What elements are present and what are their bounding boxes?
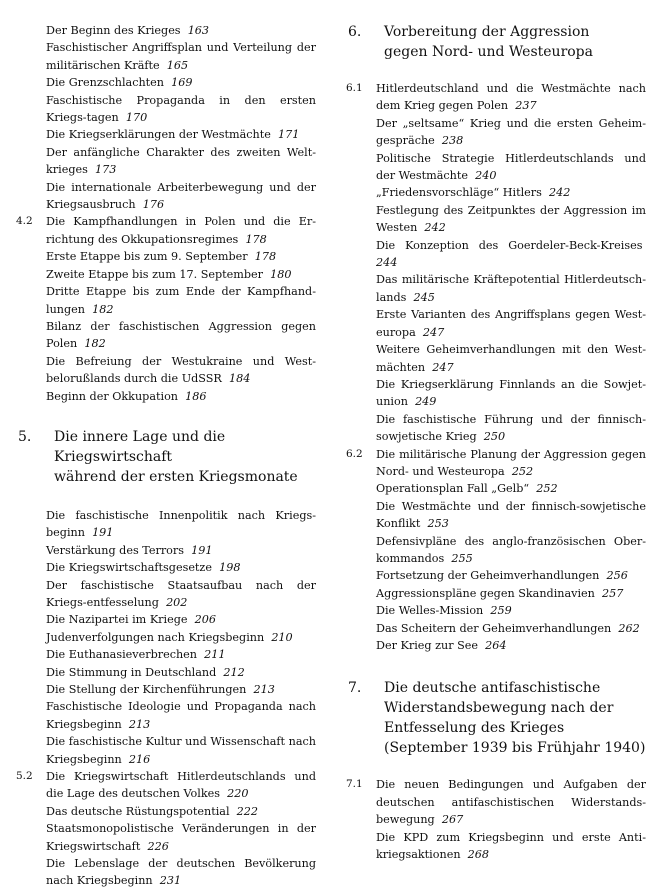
toc-entry bbox=[346, 585, 646, 602]
entry-title: Die Stellung der Kirchenführungen bbox=[46, 683, 247, 696]
chapter-title-line: Vorbereitung der Aggression bbox=[384, 24, 590, 40]
entry-title: Politische Strategie Hitlerdeutschlands und der Westmächte bbox=[376, 151, 646, 183]
page-number: 202 bbox=[166, 595, 188, 609]
entry-title: Staatsmonopolistische Veränderungen in der Kriegswirtschaft bbox=[46, 822, 316, 853]
entry-title: Faschistischer Angriffsplan und Verteilung der militärischen Kräfte bbox=[46, 41, 316, 72]
chapter-title-line: Entfesselung des Krieges bbox=[384, 720, 565, 737]
chapter-7-heading bbox=[346, 678, 646, 758]
toc-entry bbox=[16, 213, 316, 248]
toc-entry bbox=[346, 498, 646, 533]
toc-entry bbox=[16, 507, 316, 542]
toc-entry bbox=[346, 376, 646, 411]
page-number: 222 bbox=[236, 804, 259, 818]
entry-title: Hitlerdeutschland und die Westmächte nach dem Krieg gegen Polen bbox=[376, 82, 646, 113]
page-number: 165 bbox=[166, 58, 189, 72]
chapter-title-line: gegen Nord- und Westeuropa bbox=[384, 44, 593, 60]
entry-title: Die Kampfhandlungen in Polen und die Er-richtung des Okkupationsregimes bbox=[46, 215, 316, 246]
toc-entry bbox=[16, 126, 316, 143]
toc-entry bbox=[16, 803, 316, 820]
entry-title: Die faschistische Innenpolitik nach Kriegs-beginn bbox=[46, 508, 316, 540]
entry-title: Die Euthanasieverbrechen bbox=[46, 648, 197, 662]
page-number: 210 bbox=[271, 630, 293, 644]
page-number: 182 bbox=[92, 302, 114, 316]
entry-title: Der „seltsame“ Krieg und die ersten Geheim-gespräche bbox=[376, 116, 646, 148]
page-number: 171 bbox=[277, 128, 300, 142]
entry-title: Judenverfolgungen nach Kriegsbeginn bbox=[46, 630, 265, 644]
toc-entry bbox=[346, 602, 646, 619]
entry-title: Die Stimmung in Deutschland bbox=[46, 665, 217, 679]
entry-title: Die faschistische Führung und der finnisch-sowjetische Krieg bbox=[376, 412, 646, 444]
toc-entry bbox=[16, 559, 316, 576]
page-number: 240 bbox=[475, 169, 497, 183]
entry-title: Aggressionspläne gegen Skandinavien bbox=[376, 586, 595, 600]
chapter-title-line: während der ersten Kriegsmonate bbox=[54, 468, 298, 485]
page-number: 206 bbox=[194, 613, 216, 627]
toc-entry bbox=[16, 698, 316, 733]
section-number: 4.2 bbox=[16, 215, 33, 228]
entry-title: Die Welles-Mission bbox=[376, 604, 484, 618]
page-number: 242 bbox=[549, 186, 571, 200]
toc-entry bbox=[346, 567, 646, 584]
entry-title: Der Beginn des Krieges bbox=[46, 24, 181, 37]
entry-title: Festlegung des Zeitpunktes der Aggression im Westen bbox=[376, 203, 646, 235]
entry-title: Fortsetzung der Geheimverhandlungen bbox=[376, 569, 600, 583]
entry-title: Die Kriegserklärungen der Westmächte bbox=[46, 128, 271, 142]
page-number: 262 bbox=[618, 621, 640, 635]
page-number: 182 bbox=[84, 337, 106, 351]
toc-entry bbox=[16, 820, 316, 855]
page-number: 247 bbox=[432, 360, 454, 374]
toc-entry bbox=[16, 733, 316, 768]
toc-entry bbox=[16, 248, 316, 265]
toc-entry bbox=[16, 542, 316, 559]
left-entries-group-1 bbox=[16, 22, 316, 405]
entry-title: Das Scheitern der Geheimverhandlungen bbox=[376, 621, 612, 635]
right-entries-group-1 bbox=[346, 80, 646, 654]
chapter-number: 5. bbox=[18, 428, 32, 445]
page-number: 255 bbox=[451, 551, 473, 565]
entry-title: Defensivpläne des anglo-französischen Ober-kommandos bbox=[376, 534, 646, 565]
entry-title: Die Kriegswirtschaft Hitlerdeutschlands und die Lage des deutschen Volkes bbox=[46, 770, 316, 801]
page-number: 180 bbox=[270, 267, 292, 281]
chapter-title-line: (September 1939 bis Frühjahr 1940) bbox=[384, 740, 646, 757]
right-column bbox=[346, 22, 646, 863]
toc-entry bbox=[16, 266, 316, 283]
chapter-5-heading bbox=[16, 427, 316, 487]
entry-title: Die Lebenslage der deutschen Bevölkerung nach Kriegsbeginn bbox=[46, 857, 316, 888]
page-number: 211 bbox=[204, 648, 226, 662]
entry-title: Weitere Geheimverhandlungen mit den West-mächten bbox=[376, 343, 646, 374]
toc-entry bbox=[346, 620, 646, 637]
toc-entry bbox=[16, 577, 316, 612]
page-number: 264 bbox=[485, 639, 507, 652]
page-number: 169 bbox=[171, 76, 193, 90]
entry-title: Die Kriegswirtschaftsgesetze bbox=[46, 561, 212, 575]
toc-entry bbox=[16, 179, 316, 214]
page-number: 178 bbox=[254, 250, 277, 264]
toc-entry bbox=[16, 629, 316, 646]
toc-entry bbox=[346, 115, 646, 150]
toc-entry bbox=[346, 480, 646, 497]
entry-title: Die Westmächte und der finnisch-sowjetische Konflikt bbox=[376, 499, 646, 531]
toc-entry bbox=[16, 92, 316, 127]
entry-title: Faschistische Ideologie und Propaganda nach Kriegsbeginn bbox=[46, 700, 316, 731]
page-number: 238 bbox=[441, 134, 464, 148]
entry-title: Die militärische Planung der Aggression gegen Nord- und Westeuropa bbox=[376, 447, 646, 478]
page-number: 259 bbox=[490, 604, 512, 618]
left-entries-group-2 bbox=[16, 507, 316, 890]
chapter-number: 7. bbox=[348, 680, 362, 697]
page-number: 268 bbox=[467, 848, 490, 862]
entry-title: Zweite Etappe bis zum 17. September bbox=[46, 267, 264, 281]
entry-title: Das militärische Kräftepotential Hitlerdeutsch-lands bbox=[376, 273, 646, 304]
page-number: 242 bbox=[424, 221, 446, 235]
toc-entry bbox=[16, 74, 316, 91]
page-number: 216 bbox=[128, 752, 151, 766]
toc-entry bbox=[346, 341, 646, 376]
toc-entry bbox=[346, 184, 646, 201]
page-number: 213 bbox=[253, 683, 275, 696]
page-number: 257 bbox=[602, 586, 624, 600]
page-number: 256 bbox=[606, 569, 628, 583]
toc-entry bbox=[346, 411, 646, 446]
entry-title: Die Befreiung der Westukraine und West-belorußlands durch die UdSSR bbox=[46, 354, 316, 386]
page-number: 220 bbox=[227, 787, 249, 801]
page-number: 212 bbox=[223, 665, 245, 679]
page-number: 226 bbox=[147, 839, 169, 853]
section-number: 6.1 bbox=[346, 82, 363, 94]
toc-entry bbox=[16, 318, 316, 353]
toc-entry bbox=[346, 306, 646, 341]
toc-entry bbox=[16, 855, 316, 890]
entry-title: Faschistische Propaganda in den ersten Kriegs-tagen bbox=[46, 93, 316, 125]
chapter-title-line: Die deutsche antifaschistische bbox=[384, 680, 601, 697]
toc-entry bbox=[16, 664, 316, 681]
entry-title: Erste Etappe bis zum 9. September bbox=[46, 250, 248, 264]
entry-title: Der faschistische Staatsaufbau nach der Kriegs-entfesselung bbox=[46, 578, 316, 609]
page-number: 244 bbox=[376, 256, 398, 270]
entry-title: Verstärkung des Terrors bbox=[46, 543, 184, 557]
entry-title: Die Nazipartei im Kriege bbox=[46, 613, 188, 627]
page-number: 186 bbox=[185, 389, 207, 403]
page-number: 252 bbox=[536, 482, 558, 496]
page-number: 163 bbox=[187, 24, 210, 37]
toc-entry bbox=[346, 80, 646, 115]
entry-title: Die faschistische Kultur und Wissenschaft nach Kriegsbeginn bbox=[46, 735, 316, 766]
toc-entry bbox=[346, 271, 646, 306]
entry-title: Der anfängliche Charakter des zweiten Welt-krieges bbox=[46, 145, 316, 177]
page-number: 250 bbox=[483, 430, 506, 444]
page-number: 191 bbox=[191, 543, 213, 557]
chapter-number: 6. bbox=[348, 24, 362, 40]
chapter-title-line: Die innere Lage und die Kriegswirtschaft bbox=[54, 428, 226, 465]
toc-entry bbox=[346, 829, 646, 864]
entry-title: Operationsplan Fall „Gelb“ bbox=[376, 482, 530, 496]
page-number: 252 bbox=[511, 464, 534, 478]
right-entries-group-2 bbox=[346, 776, 646, 863]
entry-title: Das deutsche Rüstungspotential bbox=[46, 804, 230, 818]
toc-entry bbox=[16, 283, 316, 318]
page-number: 231 bbox=[159, 874, 182, 888]
page-number: 170 bbox=[125, 111, 148, 125]
toc-entry bbox=[16, 388, 316, 405]
toc-entry bbox=[346, 202, 646, 237]
toc-entry bbox=[346, 237, 646, 272]
toc-entry bbox=[346, 533, 646, 568]
toc-entry bbox=[346, 776, 646, 828]
page-number: 249 bbox=[415, 395, 437, 409]
page-number: 267 bbox=[441, 813, 464, 827]
page-number: 178 bbox=[245, 232, 267, 246]
toc-entry bbox=[16, 768, 316, 803]
entry-title: Die neuen Bedingungen und Aufgaben der deutschen antifaschistischen Widerstands-bewegung bbox=[376, 778, 646, 827]
page-number: 191 bbox=[92, 526, 114, 540]
toc-entry bbox=[16, 646, 316, 663]
page-number: 173 bbox=[94, 163, 117, 177]
page-number: 198 bbox=[219, 561, 241, 575]
page-number: 213 bbox=[128, 717, 151, 731]
page-number: 176 bbox=[142, 198, 165, 212]
toc-entry bbox=[346, 446, 646, 481]
section-number: 5.2 bbox=[16, 770, 33, 783]
entry-title: Bilanz der faschistischen Aggression gegen Polen bbox=[46, 319, 316, 351]
section-number: 6.2 bbox=[346, 447, 363, 460]
entry-title: Die KPD zum Kriegsbeginn und erste Anti-kriegsaktionen bbox=[376, 830, 646, 862]
page-number: 184 bbox=[228, 372, 251, 386]
toc-entry bbox=[16, 353, 316, 388]
left-column bbox=[16, 22, 316, 890]
chapter-6-heading bbox=[346, 22, 646, 62]
page-number: 237 bbox=[515, 99, 537, 113]
page-number: 245 bbox=[413, 290, 435, 304]
toc-entry bbox=[346, 150, 646, 185]
entry-title: Die Grenzschlachten bbox=[46, 76, 164, 90]
page-number: 253 bbox=[427, 517, 449, 531]
toc-entry bbox=[16, 39, 316, 74]
section-number: 7.1 bbox=[346, 778, 363, 791]
entry-title: Die Kriegserklärung Finnlands an die Sowjet-union bbox=[376, 377, 646, 409]
toc-entry bbox=[16, 681, 316, 698]
entry-title: Beginn der Okkupation bbox=[46, 389, 179, 403]
entry-title: Der Krieg zur See bbox=[376, 639, 479, 652]
entry-title: Die internationale Arbeiterbewegung und der Kriegsausbruch bbox=[46, 180, 316, 212]
toc-entry bbox=[16, 611, 316, 628]
toc-entry bbox=[346, 637, 646, 654]
entry-title: Dritte Etappe bis zum Ende der Kampfhand-lungen bbox=[46, 285, 316, 316]
chapter-title-line: Widerstandsbewegung nach der bbox=[384, 700, 614, 717]
toc-entry bbox=[16, 144, 316, 179]
entry-title: Die Konzeption des Goerdeler-Beck-Kreises bbox=[376, 238, 643, 252]
page-number: 247 bbox=[422, 325, 445, 339]
entry-title: Erste Varianten des Angriffsplans gegen West-europa bbox=[376, 308, 646, 339]
toc-entry bbox=[16, 22, 316, 39]
entry-title: „Friedensvorschläge“ Hitlers bbox=[376, 186, 542, 200]
